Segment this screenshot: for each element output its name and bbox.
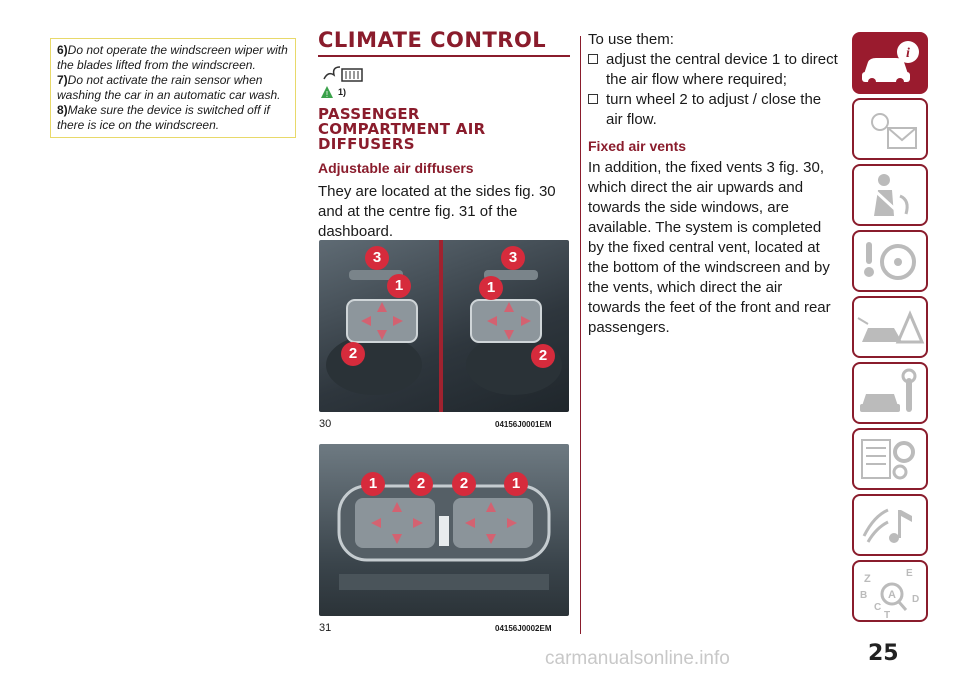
figure-30-image: [319, 240, 569, 412]
tab-warning-lights[interactable]: [852, 98, 928, 160]
warning-lights-icon: [854, 100, 926, 158]
figure-31-image: [319, 444, 569, 616]
page-number: 25: [868, 641, 899, 666]
column-divider: [580, 36, 581, 634]
note-8: 8)Make sure the device is switched off if there is ice on the windscreen.: [57, 103, 270, 132]
index-letter-e: E: [906, 568, 913, 579]
index-letter-b: B: [860, 590, 868, 601]
index-letter-z: Z: [864, 573, 871, 585]
climate-fan-icon: [320, 63, 370, 85]
car-info-icon: [854, 34, 926, 92]
note-7: 7)Do not activate the rain sensor when washing the car in an automatic car wash.: [57, 73, 281, 102]
tab-index[interactable]: [852, 560, 928, 622]
callout-2-right: 2: [531, 344, 555, 368]
multimedia-music-icon: [854, 496, 926, 554]
usage-column: [588, 30, 838, 338]
warning-reference: [320, 85, 570, 99]
index-letter-t: T: [884, 610, 891, 620]
technical-data-gear-icon: [854, 430, 926, 488]
steering-wheel-icon: [854, 232, 926, 290]
usage-item-2: turn wheel 2 to adjust / close the air flow.: [588, 90, 838, 130]
warning-triangle-icon: [320, 85, 334, 99]
figure-31-number: 31: [319, 622, 332, 634]
figure-30-code: 04156J0001EM: [495, 420, 552, 429]
figure-30-number: 30: [319, 418, 332, 430]
figure-31-code: 04156J0002EM: [495, 624, 552, 633]
tab-maintenance[interactable]: [852, 362, 928, 424]
callout-1-left: 1: [387, 274, 411, 298]
usage-intro: To use them:: [588, 31, 674, 48]
tab-safety[interactable]: [852, 164, 928, 226]
fixed-vents-heading: Fixed air vents: [588, 138, 687, 154]
tab-technical-data[interactable]: [852, 428, 928, 490]
index-letter-c: C: [874, 602, 882, 613]
svg-text:i: i: [906, 46, 910, 61]
adjustable-text: They are located at the sides fig. 30 and at the centre fig. 31 of the dashboard.: [318, 183, 556, 240]
callout-3-left: 3: [365, 246, 389, 270]
tab-emergency[interactable]: [852, 296, 928, 358]
callout-1-right: 1: [479, 276, 503, 300]
callout-2-left: 2: [341, 342, 365, 366]
callout-2-right-31: 2: [452, 472, 476, 496]
maintenance-wrench-icon: [854, 364, 926, 422]
section-title: CLIMATE CONTROL: [318, 28, 570, 57]
note-6: 6)Do not operate the windscreen wiper with the blades lifted from the windscreen.: [57, 43, 288, 72]
subsection-title-line3: DIFFUSERS: [318, 135, 415, 153]
tab-starting-driving[interactable]: [852, 230, 928, 292]
callout-1-right-31: 1: [504, 472, 528, 496]
index-letter-a: A: [888, 589, 896, 601]
subsection-title-line2: COMPARTMENT AIR: [318, 120, 486, 138]
adjustable-heading: Adjustable air diffusers: [318, 160, 474, 176]
callout-3-right: 3: [501, 246, 525, 270]
alphabet-index-icon: [854, 562, 926, 620]
tab-multimedia[interactable]: [852, 494, 928, 556]
usage-item-1: adjust the central device 1 to direct the air flow where required;: [588, 50, 838, 90]
watermark: carmanualsonline.info: [545, 648, 730, 669]
svg-text:!: !: [325, 90, 329, 99]
emergency-breakdown-icon: [854, 298, 926, 356]
warning-ref-number: 1): [338, 87, 347, 97]
tab-car-info[interactable]: [852, 32, 928, 94]
climate-control-column: [318, 28, 570, 242]
fixed-vents-text: In addition, the fixed vents 3 fig. 30, which direct the air upwards and towards the side windows, are available. The system is completed by the fixed central vent, located at the bottom of the windscreen and by the vents, which direct the air towards the feet of the front and rear passengers.: [588, 159, 831, 336]
subsection-title-line1: PASSENGER: [318, 105, 420, 123]
index-letter-d: D: [912, 594, 920, 605]
notes-box: [50, 38, 296, 138]
callout-1-left-31: 1: [361, 472, 385, 496]
safety-seatbelt-icon: [854, 166, 926, 224]
callout-2-left-31: 2: [409, 472, 433, 496]
